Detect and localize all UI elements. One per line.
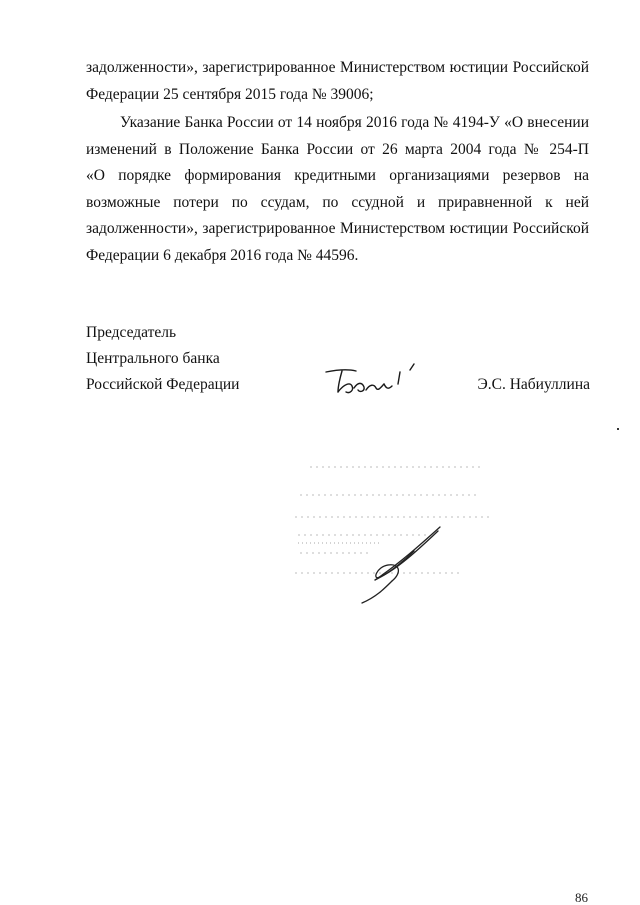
paragraph-line: Указание Банка России от 14 ноября 2016 года № 4194-У «О внесении	[120, 114, 589, 131]
paragraph-line: задолженности», зарегистрированное Министерством юстиции Российской	[86, 220, 589, 237]
paragraph-line: задолженности», зарегистрированное Министерством юстиции Российской	[86, 59, 589, 76]
page-number: 86	[575, 890, 588, 905]
paragraph-line: «О порядке формирования кредитными организациями резервов на	[86, 167, 589, 184]
paragraph-line: Федерации 6 декабря 2016 года № 44596.	[86, 246, 359, 264]
signatory-title-line: Председатель	[86, 324, 177, 341]
faded-stamp-with-signature	[280, 455, 510, 615]
paragraph-line: Федерации 25 сентября 2015 года № 39006;	[86, 85, 374, 103]
signatory-title	[86, 320, 239, 398]
paragraph-1	[86, 55, 589, 108]
signatory-title-line: Центрального банка	[86, 350, 220, 367]
signatory-name: Э.С. Набиуллина	[477, 376, 590, 393]
paragraph-line: изменений в Положение Банка России от 26 марта 2004 года № 254-П	[86, 140, 589, 158]
scan-speck	[617, 428, 619, 430]
handwritten-signature	[322, 362, 432, 402]
paragraph-line: возможные потери по ссудам, по ссудной и приравненной к ней	[86, 193, 589, 211]
paragraph-2	[86, 110, 589, 269]
signatory-title-line: Российской Федерации	[86, 376, 240, 393]
